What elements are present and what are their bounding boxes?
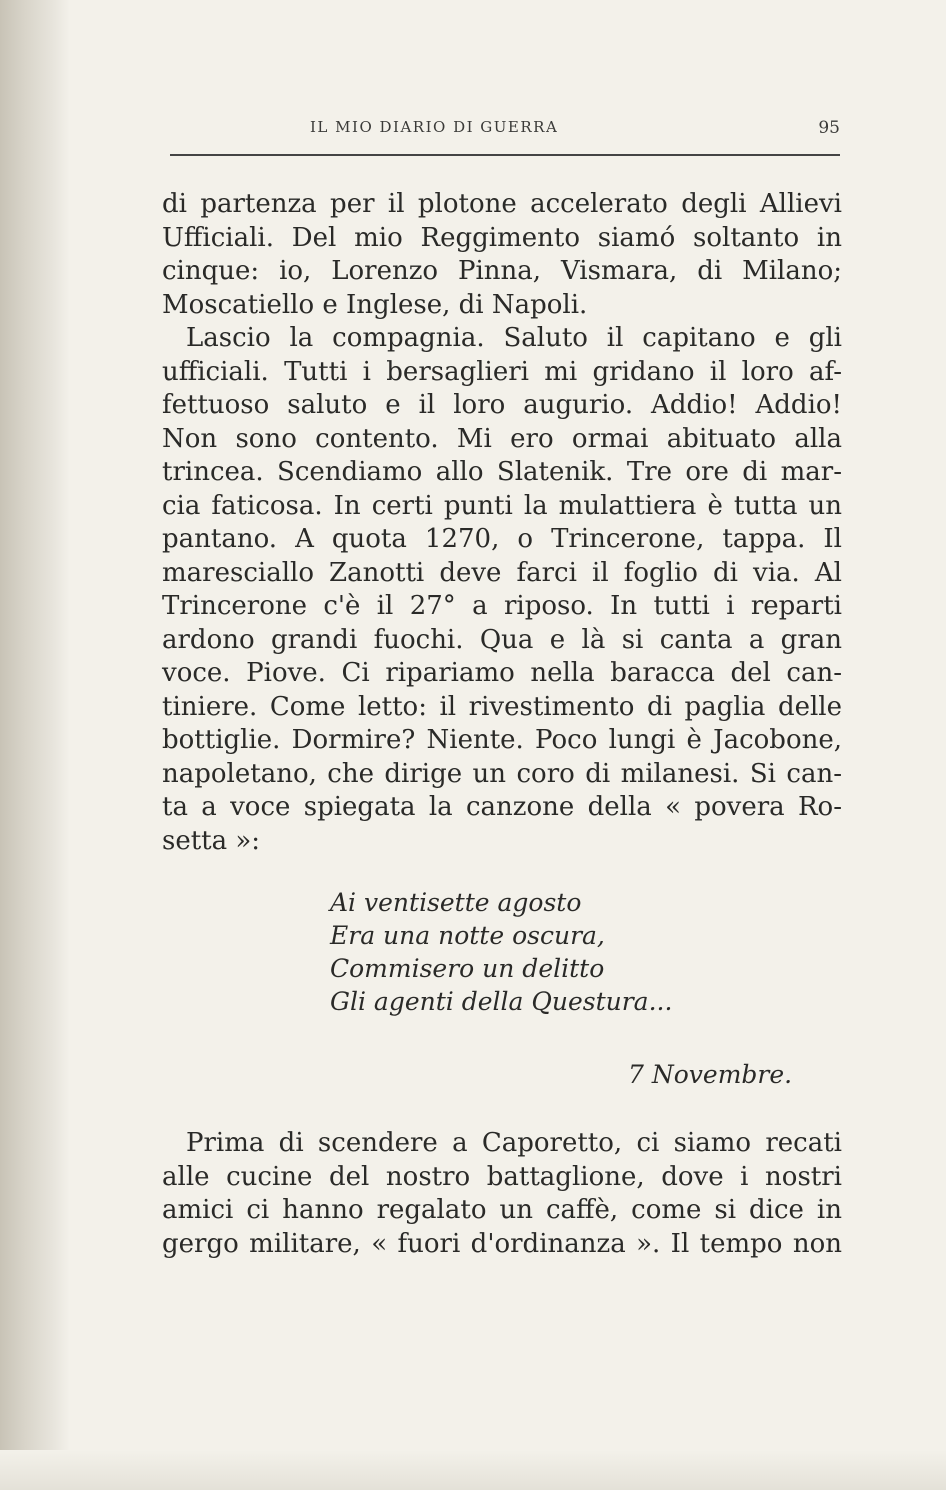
text-line: Prima di scendere a Caporetto, ci siamo recati xyxy=(186,1128,842,1158)
body-paragraph-2 xyxy=(162,1126,842,1260)
song-verse xyxy=(330,886,672,1018)
text-line: cinque: io, Lorenzo Pinna, Vismara, di Milano; xyxy=(162,256,842,286)
verse-line: Gli agenti della Questura... xyxy=(330,987,673,1016)
text-line: voce. Piove. Ci ripariamo nella baracca del can- xyxy=(162,658,842,688)
text-line: cia faticosa. In certi punti la mulattiera è tutta un xyxy=(162,490,842,521)
text-line: pantano. A quota 1270, o Trincerone, tappa. Il xyxy=(162,524,842,554)
text-line: trincea. Scendiamo allo Slatenik. Tre ore di mar- xyxy=(162,457,842,487)
book-spine-shadow xyxy=(0,0,70,1490)
verse-line: Era una notte oscura, xyxy=(330,921,605,950)
text-line: ta a voce spiegata la canzone della « povera Ro- xyxy=(162,792,842,822)
text-line: gergo militare, « fuori d'ordinanza ». Il tempo non xyxy=(162,1228,842,1259)
text-line: napoletano, che dirige un coro di milanesi. Si can- xyxy=(162,758,842,789)
text-line: Non sono contento. Mi ero ormai abituato alla xyxy=(162,423,842,454)
verse-line: Commisero un delitto xyxy=(330,954,605,983)
text-line: tiniere. Come letto: il rivestimento di paglia delle xyxy=(162,691,842,722)
text-line: Trincerone c'è il 27° a riposo. In tutti i reparti xyxy=(162,591,842,621)
page-number: 95 xyxy=(818,118,840,138)
text-line: Ufficiali. Del mio Reggimento siamó soltanto in xyxy=(162,222,842,253)
text-line: alle cucine del nostro battaglione, dove i nostri xyxy=(162,1161,842,1192)
body-paragraph-1 xyxy=(162,188,842,858)
header-rule xyxy=(170,154,840,156)
page-header xyxy=(170,118,840,148)
text-line: amici ci hanno regalato un caffè, come si dice in xyxy=(162,1195,842,1225)
text-line: Moscatiello e Inglese, di Napoli. xyxy=(162,289,588,320)
running-title: IL MIO DIARIO DI GUERRA xyxy=(310,118,559,136)
text-line: bottiglie. Dormire? Niente. Poco lungi è Jacobone, xyxy=(162,725,842,755)
text-line: Lascio la compagnia. Saluto il capitano e gli xyxy=(186,323,842,353)
page-bottom-edge xyxy=(0,1450,946,1490)
text-line: di partenza per il plotone accelerato degli Allievi xyxy=(162,189,842,219)
text-line: setta »: xyxy=(162,825,261,856)
diary-date: 7 Novembre. xyxy=(628,1060,793,1089)
text-line: fettuoso saluto e il loro augurio. Addio! Addio! xyxy=(162,390,842,420)
text-line: ardono grandi fuochi. Qua e là si canta a gran xyxy=(162,624,842,655)
verse-line: Ai ventisette agosto xyxy=(330,888,582,917)
text-line: maresciallo Zanotti deve farci il foglio di via. Al xyxy=(162,557,842,588)
text-line: ufficiali. Tutti i bersaglieri mi gridano il loro af- xyxy=(162,356,842,387)
